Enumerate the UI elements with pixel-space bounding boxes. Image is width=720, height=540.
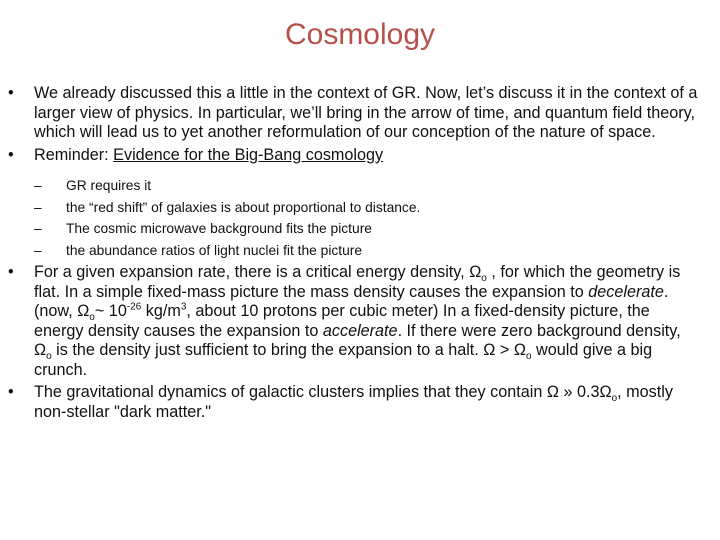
sub-text: The cosmic microwave background fits the picture bbox=[66, 221, 372, 236]
text-run: . If there were zero background density, bbox=[397, 321, 681, 340]
slide-body bbox=[8, 84, 698, 425]
omega-symbol: Ω bbox=[483, 341, 496, 359]
text-run: ~ 10 bbox=[94, 302, 127, 320]
bullet-marker: • bbox=[8, 383, 14, 401]
text-run: For a given expansion rate, there is a critical energy density, bbox=[34, 263, 470, 281]
sub-item bbox=[8, 218, 698, 240]
sub-text: GR requires it bbox=[66, 178, 152, 193]
text-run: , mostly non-stellar "dark matter." bbox=[34, 383, 673, 421]
sub-text: the “red shift” of galaxies is about proportional to distance. bbox=[66, 199, 421, 215]
omega-symbol: Ω bbox=[599, 383, 612, 401]
text-run: » 0.3 bbox=[558, 383, 600, 401]
bullet-item bbox=[8, 146, 698, 166]
sub-text: the abundance ratios of light nuclei fit the picture bbox=[66, 242, 363, 258]
bullet-marker: • bbox=[8, 145, 14, 164]
subscript-o: o bbox=[611, 393, 618, 405]
bullet-text: We already discussed this a little in the context of GR. Now, let’s discuss it in the context of a larger view of physics. In particular, we’ll bring in the arrow of time, and quantum field theory, which will lead us to yet another reformulation of our conception of the nature of space. bbox=[34, 84, 698, 141]
text-run: > bbox=[495, 341, 514, 359]
bullet-marker: • bbox=[8, 84, 14, 102]
italic-decelerate: decelerate bbox=[588, 282, 664, 301]
dash-marker: – bbox=[34, 221, 42, 236]
sub-list bbox=[8, 175, 698, 261]
omega-symbol: Ω bbox=[513, 341, 526, 359]
italic-accelerate: accelerate bbox=[322, 321, 398, 340]
superscript-exponent: -26 bbox=[126, 301, 142, 313]
text-run: kg/m bbox=[141, 302, 181, 320]
sub-item bbox=[8, 175, 698, 197]
bullet-text bbox=[34, 383, 673, 421]
dash-marker: – bbox=[34, 199, 42, 215]
bullet-text: Reminder: bbox=[34, 145, 114, 164]
text-run: is the density just sufficient to bring the expansion to a halt. bbox=[51, 341, 484, 359]
text-run: would give a big crunch. bbox=[34, 341, 653, 379]
dash-marker: – bbox=[34, 178, 42, 193]
omega-symbol: Ω bbox=[469, 263, 482, 281]
bullet-item bbox=[8, 263, 698, 380]
text-run: , about 10 protons per cubic meter) In a fixed-density picture, the energy density causes the expansion to bbox=[34, 302, 650, 340]
bullet-item bbox=[8, 383, 698, 422]
text-run: , for which the geometry is flat. In a simple fixed-mass picture the mass density causes the expansion to bbox=[34, 263, 681, 301]
bullet-marker: • bbox=[8, 263, 14, 281]
omega-symbol: Ω bbox=[546, 383, 559, 401]
bullet-item bbox=[8, 84, 698, 143]
text-run: The gravitational dynamics of galactic clusters implies that they contain bbox=[34, 383, 547, 401]
omega-symbol: Ω bbox=[34, 341, 47, 359]
dash-marker: – bbox=[34, 242, 42, 258]
sub-item bbox=[8, 197, 698, 219]
subscript-o: o bbox=[46, 351, 52, 363]
underlined-heading: Evidence for the Big-Bang cosmology bbox=[113, 145, 384, 164]
text-run: . (now, bbox=[34, 282, 669, 320]
omega-symbol: Ω bbox=[77, 302, 90, 320]
superscript-exponent: 3 bbox=[180, 301, 187, 313]
sub-item bbox=[8, 240, 698, 262]
subscript-o: o bbox=[481, 273, 487, 285]
bullet-text bbox=[34, 263, 681, 379]
slide-title: Cosmology bbox=[284, 18, 436, 51]
subscript-o: o bbox=[525, 351, 532, 363]
subscript-o: o bbox=[89, 312, 95, 324]
